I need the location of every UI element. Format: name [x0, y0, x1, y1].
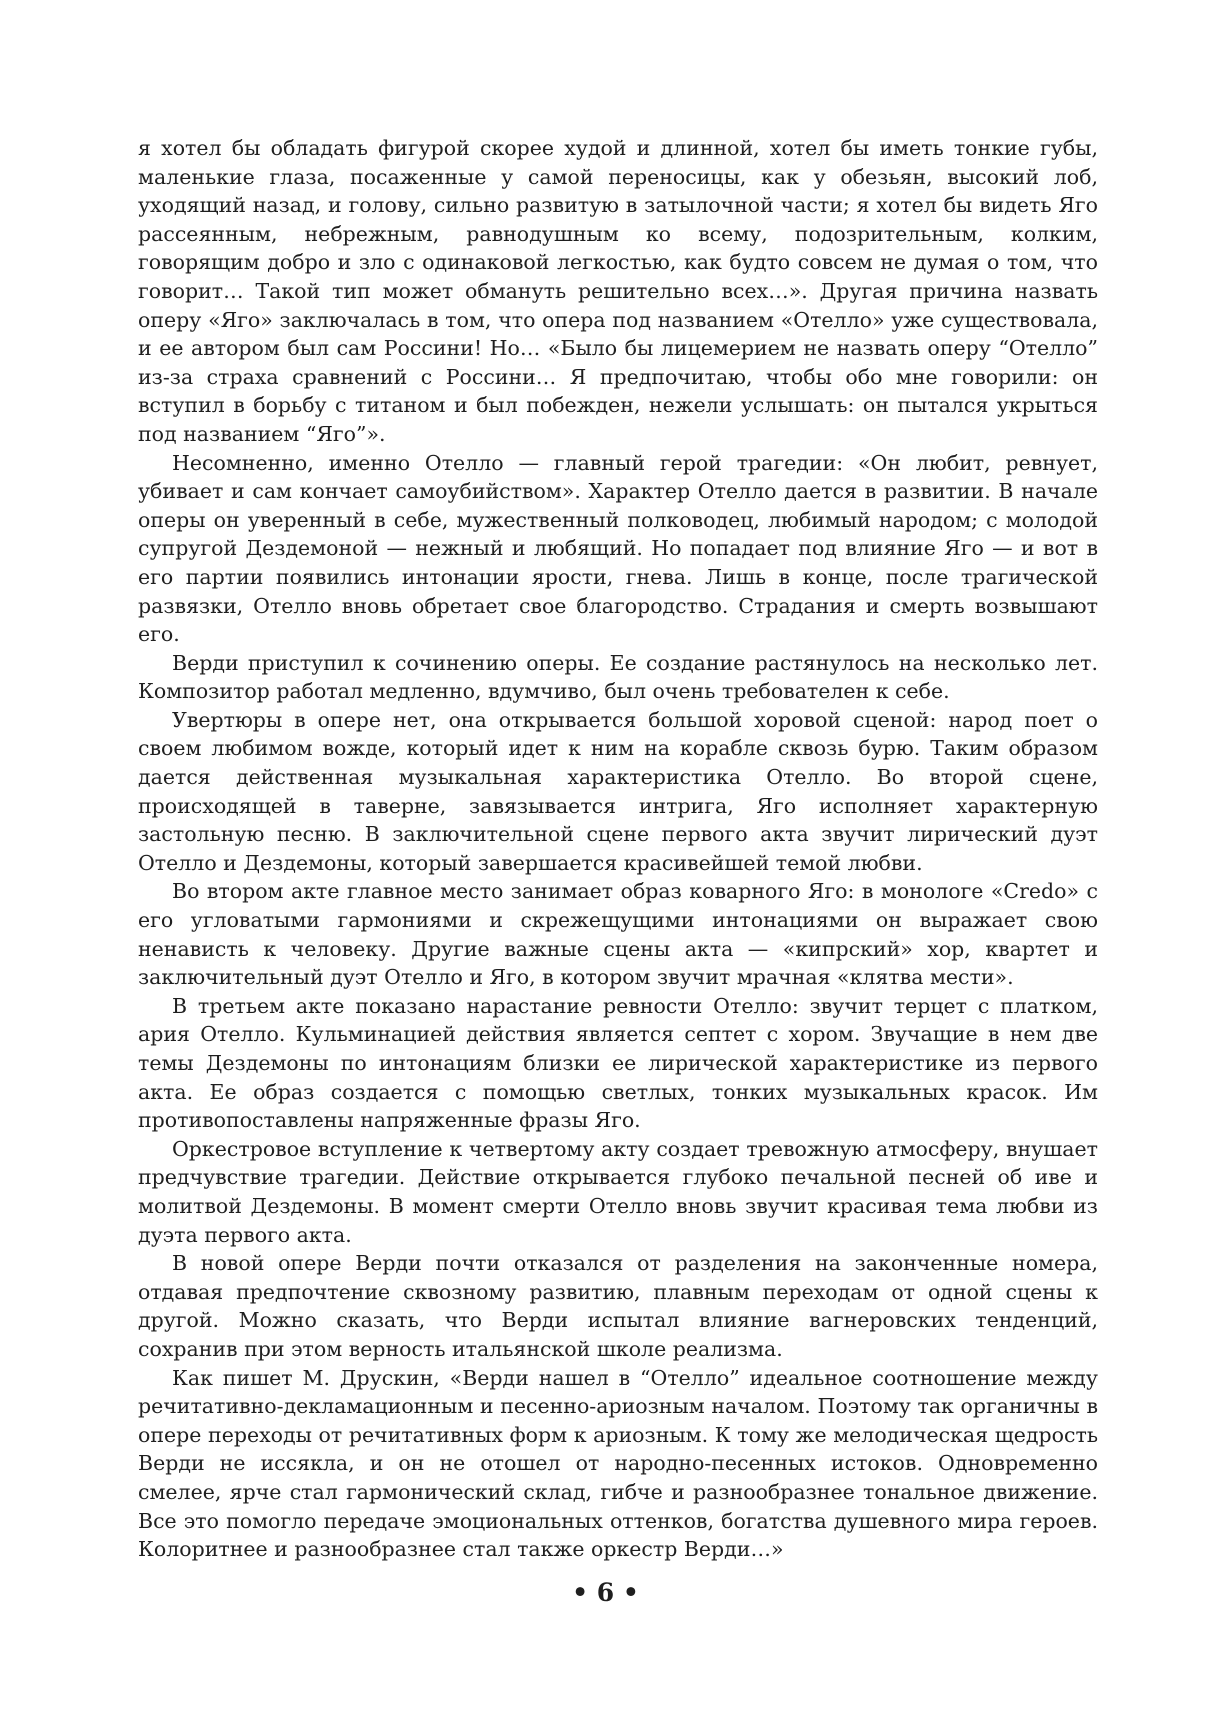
- paragraph-act-one: Увертюры в опере нет, она открывается большой хоровой сценой: народ поет о своем любимом вожде, который идет к ним на корабле сквозь бурю. Таким образом дается действенная музыкальная характеристика Отелло. Во второй сцене, происходящей в таверне, завязывается интрига, Яго исполняет характерную застольную песню. В заключительной сцене первого акта звучит лирический дуэт Отелло и Дездемоны, который завершается красивейшей темой любви.: [138, 707, 1098, 875]
- paragraph-act-two: Во втором акте главное место занимает образ коварного Яго: в монологе «Credo» с его угловатыми гармониями и скрежещущими интонациями он выражает свою ненависть к человеку. Другие важные сцены акта — «кипрский» хор, квартет и заключительный дуэт Отелло и Яго, в котором звучит мрачная «клятва мести».: [138, 879, 1098, 990]
- paragraph-act-three: В третьем акте показано нарастание ревности Отелло: звучит терцет с платком, ария Отелло. Кульминацией действия является септет с хором. Звучащие в нем две темы Дездемоны по интонациям близки ее лирической характеристике из первого акта. Ее образ создается с помощью светлых, тонких музыкальных красок. Им противопоставлены напряженные фразы Яго.: [138, 993, 1098, 1133]
- paragraph-othello-hero: Несомненно, именно Отелло — главный герой трагедии: «Он любит, ревнует, убивает и сам кончает самоубийством». Характер Отелло дается в развитии. В начале оперы он уверенный в себе, мужественный полководец, любимый народом; с молодой супругой Дездемоной — нежный и любящий. Но попадает под влияние Яго — и вот в его партии появились интонации ярости, гнева. Лишь в конце, после трагической развязки, Отелло вновь обретает свое благородство. Страдания и смерть возвышают его.: [138, 450, 1098, 647]
- paragraph-act-four: Оркестровое вступление к четвертому акту создает тревожную атмосферу, внушает предчувствие трагедии. Действие открывается глубоко печальной песней об иве и молитвой Дездемоны. В момент смерти Отелло вновь звучит красивая тема любви из дуэта первого акта.: [138, 1136, 1098, 1247]
- paragraph-composition: Верди приступил к сочинению оперы. Ее создание растянулось на несколько лет. Композитор работал медленно, вдумчиво, был очень требователен к себе.: [138, 650, 1098, 704]
- paragraph-new-opera: В новой опере Верди почти отказался от разделения на законченные номера, отдавая предпочтение сквозному развитию, плавным переходам от одной сцены к другой. Можно сказать, что Верди испытал влияние вагнеровских тенденций, сохранив при этом верность итальянской школе реализма.: [138, 1251, 1098, 1361]
- paragraph-continuation: я хотел бы обладать фигурой скорее худой и длинной, хотел бы иметь тонкие губы, маленькие глаза, посаженные у самой переносицы, как у обезьян, высокий лоб, уходящий назад, и голову, сильно развитую в затылочной части; я хотел бы видеть Яго рассеянным, небрежным, равнодушным ко всему, подозрительным, колким, говорящим добро и зло с одинаковой легкостью, как будто совсем не думая о том, что говорит… Такой тип может обмануть решительно всех…». Другая причина назвать оперу «Яго» заключалась в том, что опера под названием «Отелло» уже существовала, и ее автором был сам Россини! Но… «Было бы лицемерием не назвать оперу “Отелло” из-за страха сравнений с Россини… Я предпочитаю, чтобы обо мне говорили: он вступил в борьбу с титаном и был побежден, нежели услышать: он пытался укрыться под названием “Яго”».: [138, 136, 1098, 446]
- page-body: [138, 134, 1098, 1564]
- page-number: • 6 •: [572, 1578, 639, 1607]
- paragraph-druskin-quote: Как пишет М. Друскин, «Верди нашел в “Отелло” идеальное соотношение между речитативно-декламационным и песенно-ариозным началом. Поэтому так органичны в опере переходы от речитативных форм к ариозным. К тому же мелодическая щедрость Верди не иссякла, и он не отошел от народно-песенных истоков. Одновременно смелее, ярче стал гармонический склад, гибче и разнообразнее тональное движение. Все это помогло передаче эмоциональных оттенков, богатства душевного мира героев. Колоритнее и разнообразнее стал также оркестр Верди…»: [138, 1365, 1098, 1562]
